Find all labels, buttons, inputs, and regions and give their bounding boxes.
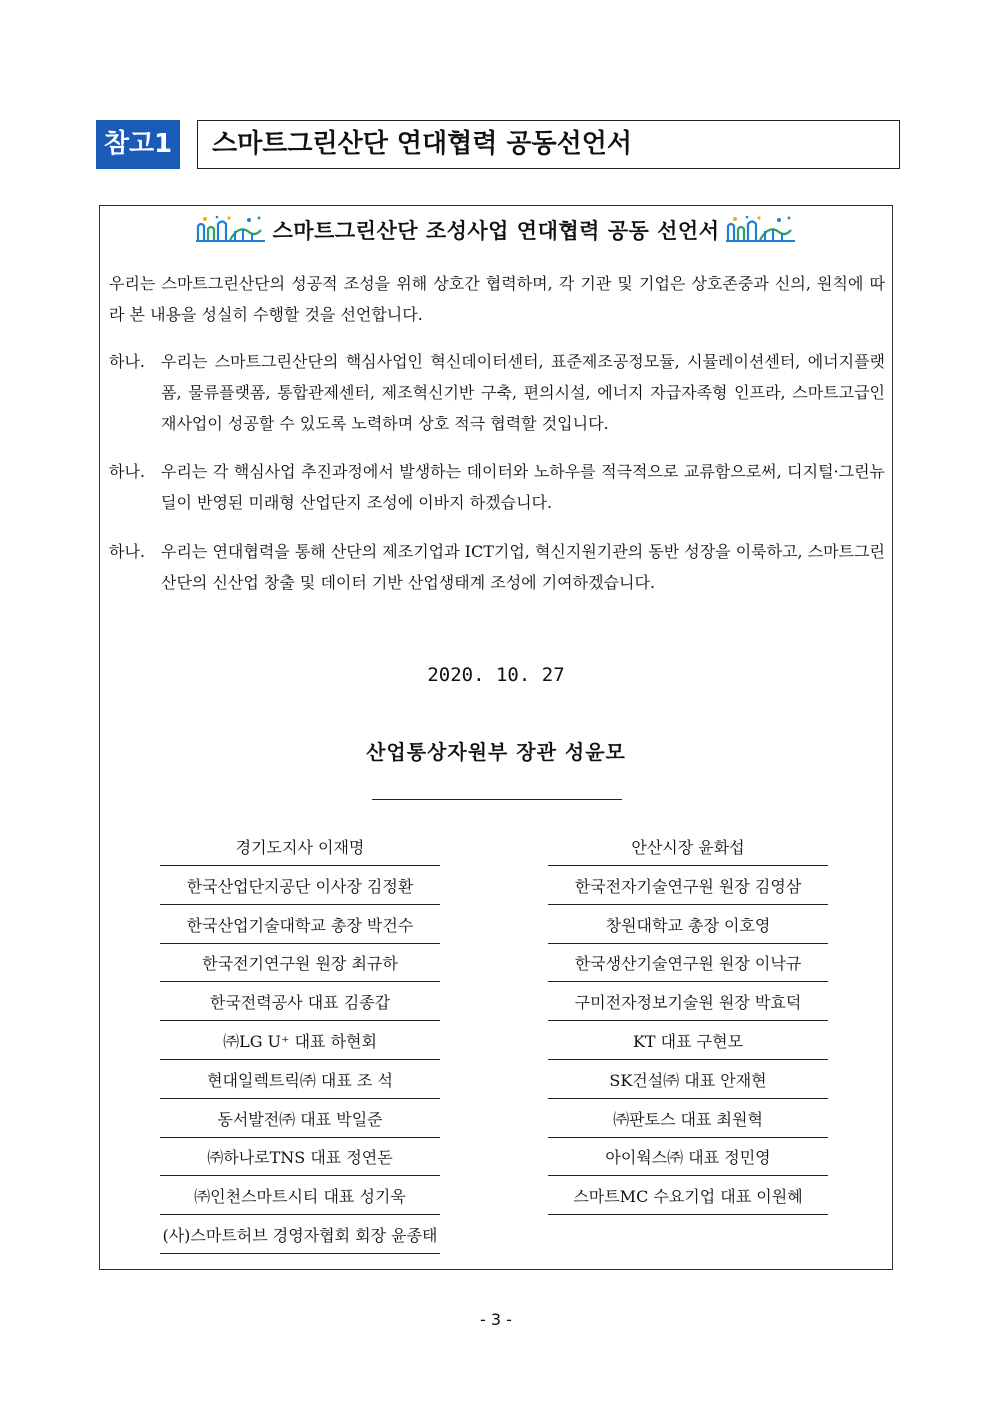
pledge-text: 우리는 각 핵심사업 추진과정에서 발생하는 데이터와 노하우를 적극적으로 교류함으로써, 디지털·그린뉴딜이 반영된 미래형 산업단지 조성에 이바지 하겠습니다. [161, 462, 885, 512]
pledge-text: 우리는 연대협력을 통해 산단의 제조기업과 ICT기업, 혁신지원기관의 동반 성장을 이룩하고, 스마트그린산단의 신산업 창출 및 데이터 기반 산업생태계 조성에 기여하겠습니다. [161, 542, 885, 592]
section-header [96, 120, 900, 169]
reference-badge: 참고1 [96, 120, 180, 169]
signatory-left: ㈜LG U⁺ 대표 하현회 [160, 1023, 440, 1060]
header-title: 스마트그린산단 연대협력 공동선언서 [197, 120, 900, 169]
signatory-left: 한국산업기술대학교 총장 박건수 [160, 907, 440, 944]
signatory-right: 한국생산기술연구원 원장 이낙규 [548, 945, 828, 982]
declaration-title-row [100, 212, 892, 248]
signatory-right: 구미전자정보기술원 원장 박효덕 [548, 984, 828, 1021]
signatory-right: 스마트MC 수요기업 대표 이원혜 [548, 1178, 828, 1215]
pledge-item [109, 346, 885, 439]
smart-green-complex-logo-icon [195, 214, 267, 246]
signatory-left: 동서발전㈜ 대표 박일준 [160, 1101, 440, 1138]
declaration-intro: 우리는 스마트그린산단의 성공적 조성을 위해 상호간 협력하며, 각 기관 및 기업은 상호존중과 신의, 원칙에 따라 본 내용을 성실히 수행할 것을 선언합니다. [109, 274, 885, 324]
declaration-box [99, 205, 893, 1270]
signatory-right: 아이웍스㈜ 대표 정민영 [548, 1139, 828, 1176]
signatory-left: ㈜하나로TNS 대표 정연돈 [160, 1139, 440, 1176]
declaration-date: 2020. 10. 27 [427, 664, 565, 686]
signatory-left: 경기도지사 이재명 [160, 829, 440, 866]
signatory-left: 한국산업단지공단 이사장 김정환 [160, 868, 440, 905]
signatory-left: 한국전력공사 대표 김종갑 [160, 984, 440, 1021]
signatory-right: 한국전자기술연구원 원장 김영삼 [548, 868, 828, 905]
declaration-title: 스마트그린산단 조성사업 연대협력 공동 선언서 [272, 219, 720, 243]
pledge-item [109, 536, 885, 598]
minister-signatory: 산업통상자원부 장관 성윤모 [366, 740, 626, 764]
signatory-right: ㈜판토스 대표 최원혁 [548, 1101, 828, 1138]
signatory-right: 창원대학교 총장 이호영 [548, 907, 828, 944]
signatory-left: 한국전기연구원 원장 최규하 [160, 945, 440, 982]
pledge-prefix: 하나. [109, 352, 145, 371]
pledge-prefix: 하나. [109, 462, 145, 481]
signatory-right: KT 대표 구현모 [548, 1023, 828, 1060]
signatory-left: ㈜인천스마트시티 대표 성기욱 [160, 1178, 440, 1215]
signatory-left: 현대일렉트릭㈜ 대표 조 석 [160, 1062, 440, 1099]
pledge-text: 우리는 스마트그린산단의 핵심사업인 혁신데이터센터, 표준제조공정모듈, 시뮬레이션센터, 에너지플랫폼, 물류플랫폼, 통합관제센터, 제조혁신기반 구축, 편의시설, 에너지 자급자족형 인프라, 스마트고급인재사업이 성공할 수 있도록 노력하며 상호 적극 협력할 것입니다. [161, 352, 885, 433]
pledge-prefix: 하나. [109, 542, 145, 561]
pledge-item [109, 456, 885, 518]
page-number: - 3 - [480, 1310, 512, 1329]
signatory-right: 안산시장 윤화섭 [548, 829, 828, 866]
signatory-right: SK건설㈜ 대표 안재현 [548, 1062, 828, 1099]
signatory-left: (사)스마트허브 경영자협회 회장 윤종태 [160, 1217, 440, 1254]
smart-green-complex-logo-icon [725, 214, 797, 246]
minister-signature-line [372, 799, 622, 800]
